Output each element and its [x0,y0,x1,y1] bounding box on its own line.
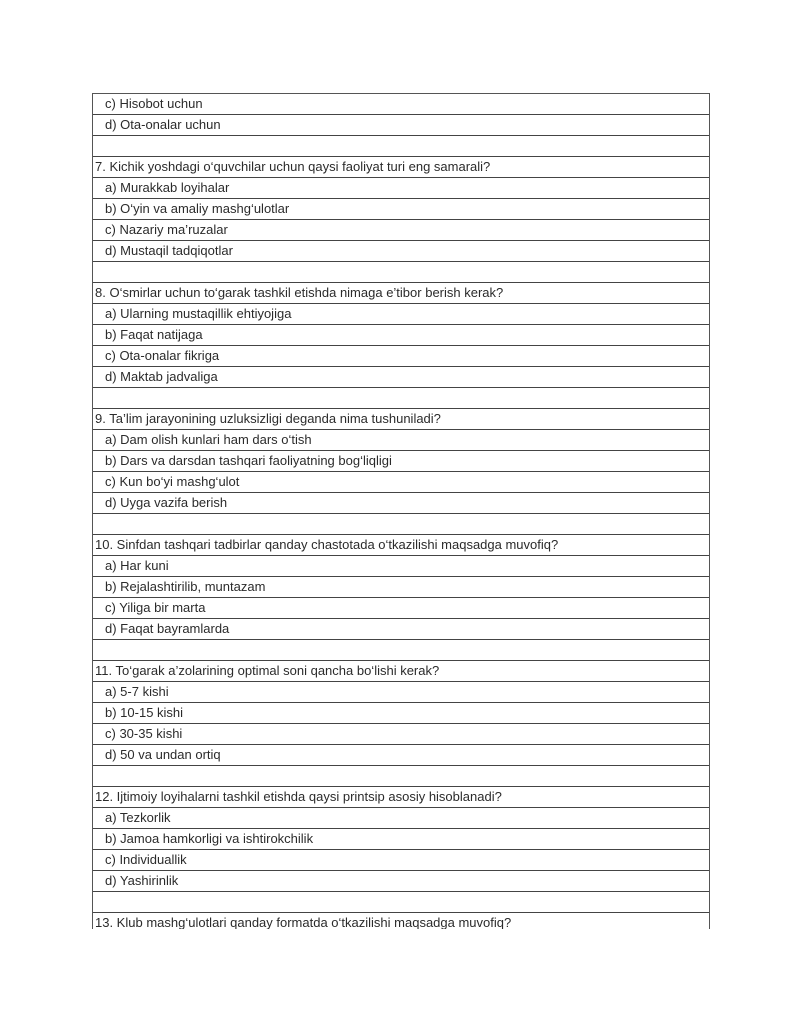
option-row: d) Maktab jadvaliga [93,367,709,388]
option-row: b) O‘yin va amaliy mashg‘ulotlar [93,199,709,220]
option-row: d) Yashirinlik [93,871,709,892]
option-row: b) Jamoa hamkorligi va ishtirokchilik [93,829,709,850]
blank-row [93,766,709,787]
blank-row [93,136,709,157]
question-row: 9. Ta’lim jarayonining uzluksizligi deganda nima tushuniladi? [93,409,709,430]
option-row: d) 50 va undan ortiq [93,745,709,766]
option-row: d) Uyga vazifa berish [93,493,709,514]
option-row: a) Dam olish kunlari ham dars o‘tish [93,430,709,451]
option-row: b) Rejalashtirilib, muntazam [93,577,709,598]
blank-row [93,262,709,283]
option-row: c) Individuallik [93,850,709,871]
option-row: d) Ota-onalar uchun [93,115,709,136]
question-row: 10. Sinfdan tashqari tadbirlar qanday chastotada o‘tkazilishi maqsadga muvofiq? [93,535,709,556]
option-row: d) Mustaqil tadqiqotlar [93,241,709,262]
option-row: b) Faqat natijaga [93,325,709,346]
question-row: 12. Ijtimoiy loyihalarni tashkil etishda qaysi printsip asosiy hisoblanadi? [93,787,709,808]
option-row: c) Kun bo‘yi mashg‘ulot [93,472,709,493]
question-row: 11. To‘garak a’zolarining optimal soni qancha bo‘lishi kerak? [93,661,709,682]
option-row: b) 10-15 kishi [93,703,709,724]
option-row: a) Har kuni [93,556,709,577]
option-row: a) Ularning mustaqillik ehtiyojiga [93,304,709,325]
option-row: a) Murakkab loyihalar [93,178,709,199]
blank-row [93,514,709,535]
blank-row [93,640,709,661]
question-table [92,93,710,929]
option-row: c) 30-35 kishi [93,724,709,745]
option-row: c) Nazariy ma’ruzalar [93,220,709,241]
option-row: d) Faqat bayramlarda [93,619,709,640]
option-row: b) Dars va darsdan tashqari faoliyatning bog‘liqligi [93,451,709,472]
blank-row [93,892,709,913]
option-row: c) Ota-onalar fikriga [93,346,709,367]
option-row: c) Yiliga bir marta [93,598,709,619]
question-row: 8. O‘smirlar uchun to‘garak tashkil etishda nimaga e’tibor berish kerak? [93,283,709,304]
option-row: c) Hisobot uchun [93,94,709,115]
question-row: 13. Klub mashg‘ulotlari qanday formatda o‘tkazilishi maqsadga muvofiq? [93,913,709,929]
blank-row [93,388,709,409]
question-row: 7. Kichik yoshdagi o‘quvchilar uchun qaysi faoliyat turi eng samarali? [93,157,709,178]
option-row: a) 5-7 kishi [93,682,709,703]
option-row: a) Tezkorlik [93,808,709,829]
